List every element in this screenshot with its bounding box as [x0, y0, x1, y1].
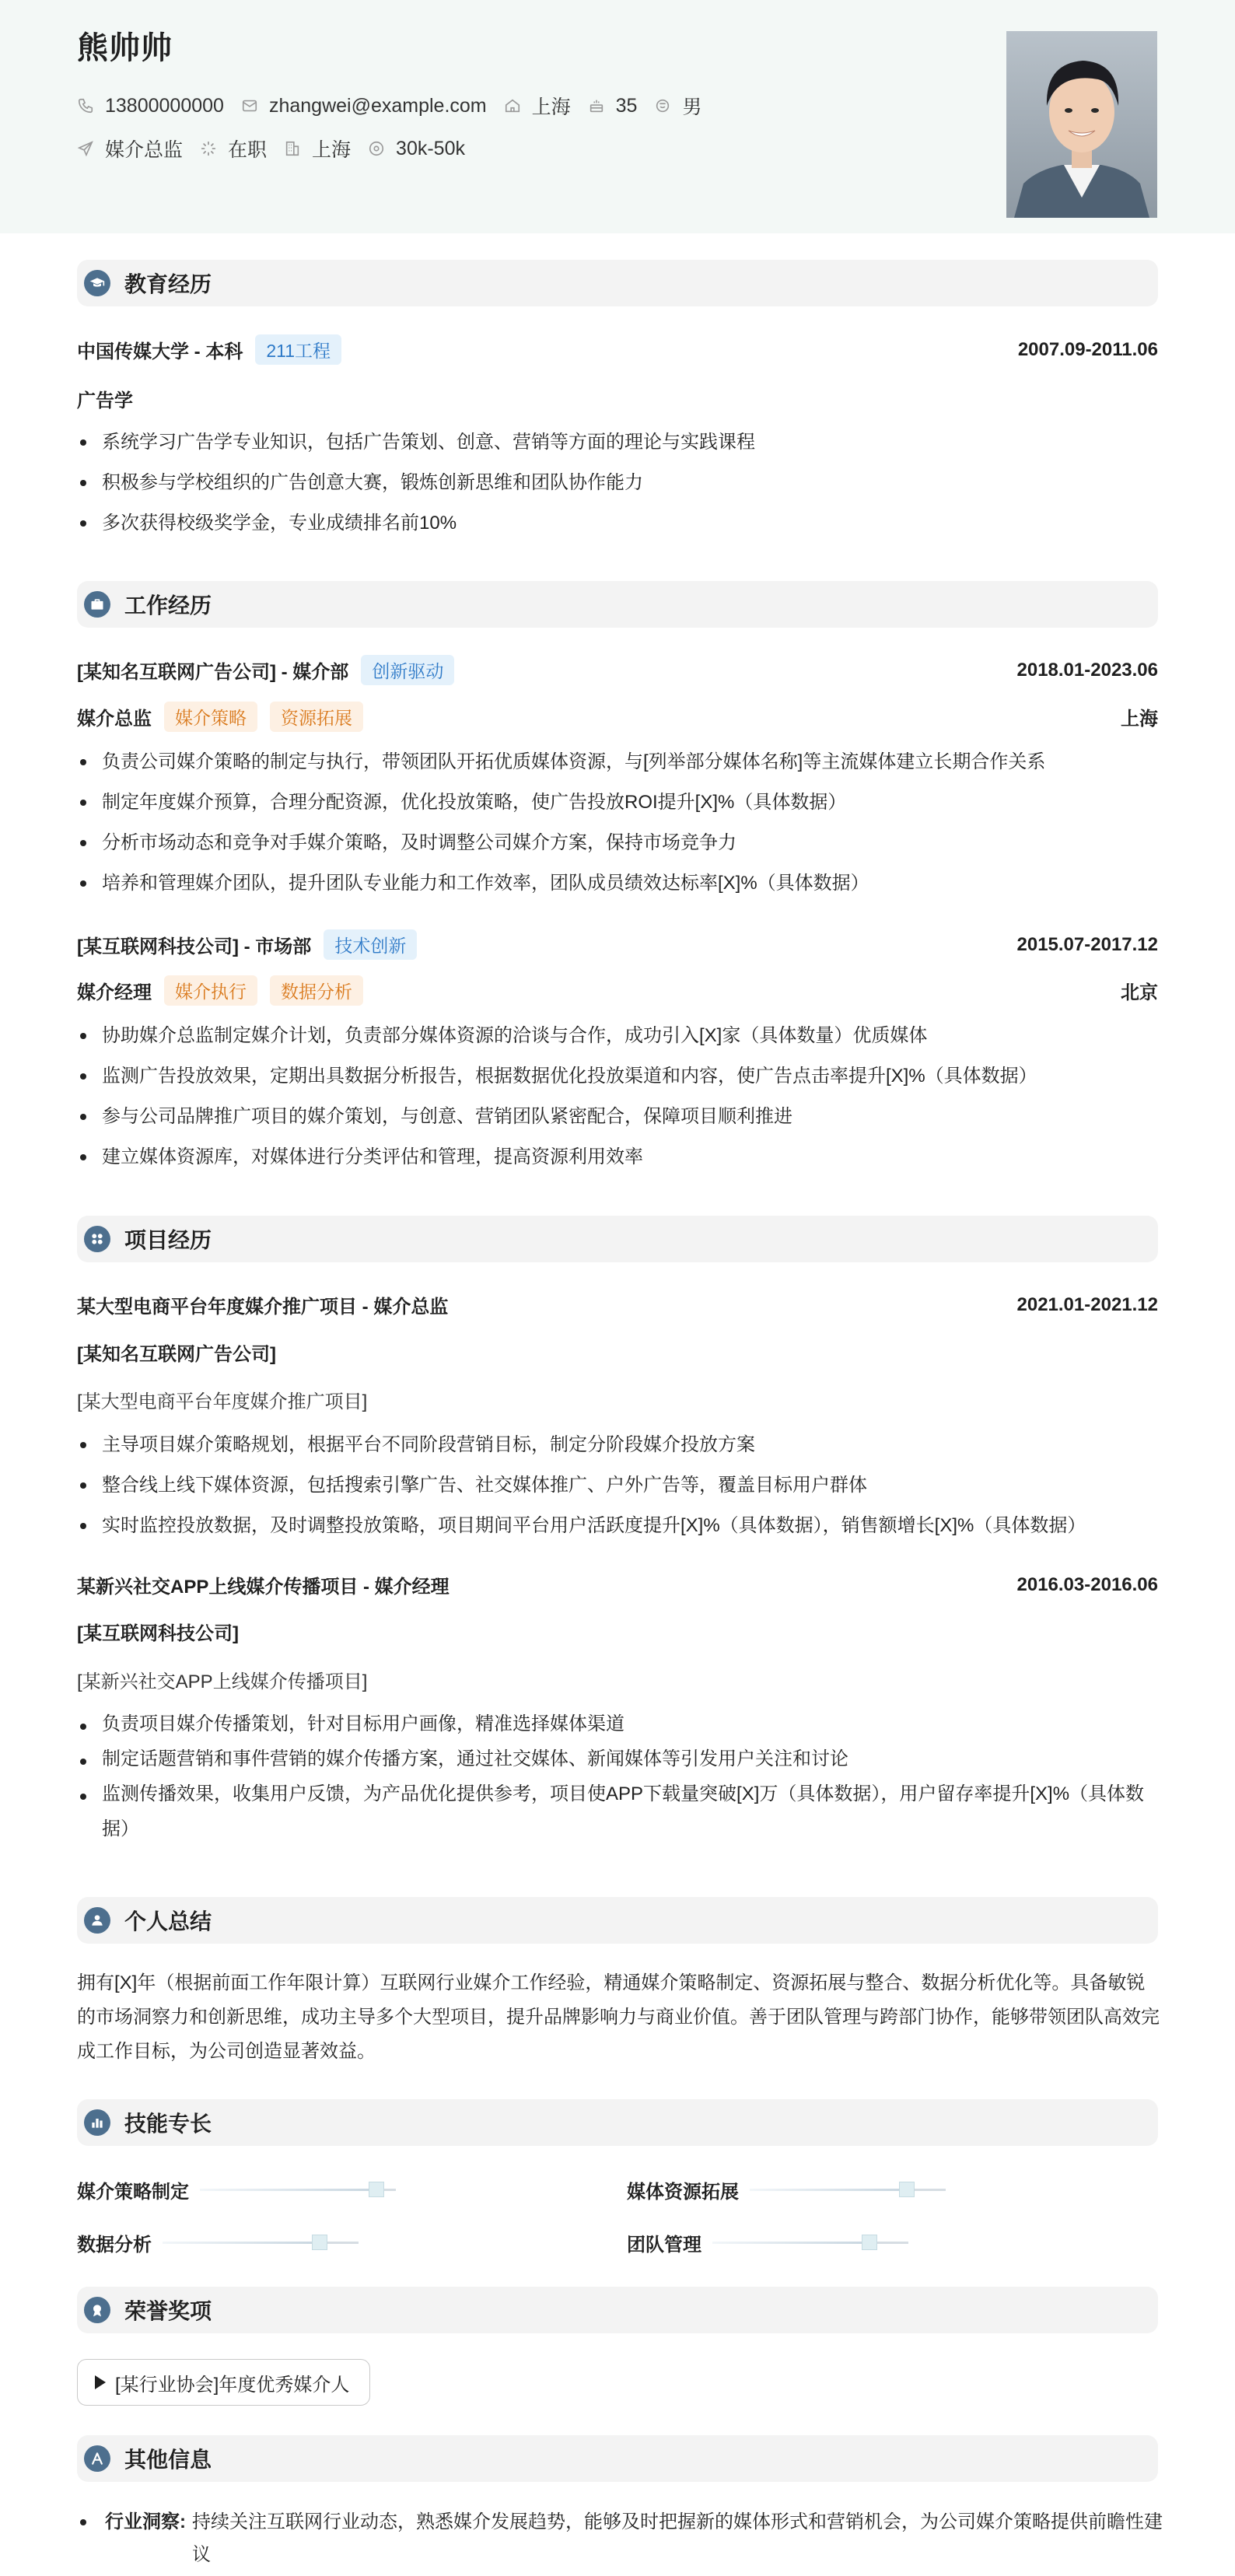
- contact-row: [77, 92, 719, 120]
- gender-icon: [654, 97, 671, 114]
- work-period: 2015.07-2017.12: [1016, 933, 1158, 955]
- work-city: 上海: [1121, 709, 1158, 730]
- company-name: [某知名互联网广告公司] - 媒介部: [77, 662, 349, 683]
- list-item: 参与公司品牌推广项目的媒介策划，与创意、营销团队紧密配合，保障项目顺利推进: [77, 1097, 1166, 1137]
- skill-name: 数据分析: [77, 2235, 152, 2256]
- company-tag: 技术创新: [324, 929, 417, 960]
- section-header-honors: [77, 2287, 1158, 2333]
- age-text: 35: [615, 94, 638, 117]
- role-title: 媒介总监: [77, 709, 152, 730]
- letter-a-icon: [84, 2445, 110, 2472]
- project-header: [77, 1291, 1158, 1318]
- project-header: [77, 1571, 1158, 1598]
- section-header-work: [77, 581, 1158, 628]
- profile-photo: [1006, 31, 1157, 218]
- section-header-other: [77, 2435, 1158, 2482]
- skill-item: [77, 2229, 359, 2256]
- major: 广告学: [77, 390, 133, 411]
- play-triangle-icon: [95, 2375, 106, 2389]
- skill-item: [627, 2229, 908, 2256]
- work-role-row: [77, 702, 1158, 732]
- list-item: 主导项目媒介策略规划，根据平台不同阶段营销目标，制定分阶段媒介投放方案: [77, 1425, 1166, 1465]
- work-bullets: [77, 1016, 1166, 1178]
- list-item: 制定年度媒介预算，合理分配资源，优化投放策略，使广告投放ROI提升[X]%（具体数据）: [77, 782, 1166, 823]
- location-info: [504, 92, 571, 120]
- project-period: 2016.03-2016.06: [1016, 1573, 1158, 1595]
- list-item: 系统学习广告学专业知识，包括广告策划、创意、营销等方面的理论与实践课程: [77, 422, 1166, 463]
- section-title: 个人总结: [124, 1909, 212, 1934]
- phone-text: 13800000000: [105, 94, 224, 117]
- send-icon: [77, 140, 94, 157]
- mail-icon: [241, 97, 258, 114]
- list-item: 分析市场动态和竞争对手媒介策略，及时调整公司媒介方案，保持市场竞争力: [77, 823, 1166, 863]
- skill-item: [77, 2176, 396, 2203]
- salary-text: 30k-50k: [396, 137, 465, 159]
- city-info: [284, 135, 351, 163]
- skill-name: 媒介策略制定: [77, 2182, 189, 2203]
- building-icon: [284, 140, 301, 157]
- project-period: 2021.01-2021.12: [1016, 1293, 1158, 1315]
- user-icon: [84, 1907, 110, 1934]
- section-header-projects: [77, 1216, 1158, 1262]
- school-name: 中国传媒大学 - 本科: [77, 341, 243, 362]
- work-header: [77, 655, 1158, 685]
- other-text: 持续关注互联网行业动态，熟悉媒介发展趋势，能够及时把握新的媒体形式和营销机会，为公司媒介策略提供前瞻性建议: [192, 2511, 1163, 2565]
- section-header-education: [77, 260, 1158, 306]
- work-city: 北京: [1121, 982, 1158, 1003]
- role-title: 媒介经理: [77, 982, 152, 1003]
- project-bullets: [77, 1425, 1166, 1546]
- education-bullets: [77, 422, 1166, 544]
- email-text: zhangwei@example.com: [268, 94, 487, 117]
- section-header-summary: [77, 1897, 1158, 1944]
- school-tag: 211工程: [255, 334, 341, 365]
- list-item: 负责公司媒介策略的制定与执行，带领团队开拓优质媒体资源，与[列举部分媒体名称]等主流媒体建立长期合作关系: [77, 742, 1166, 782]
- cake-icon: [588, 97, 605, 114]
- work-role-row: [77, 975, 1158, 1006]
- list-item: 监测传播效果，收集用户反馈，为产品优化提供参考，项目使APP下载量突破[X]万（具体数据），用户留存率提升[X]%（具体数据）: [77, 1776, 1166, 1846]
- grid-icon: [84, 1226, 110, 1252]
- project-company: [某知名互联网广告公司]: [77, 1344, 276, 1365]
- company-name: [某互联网科技公司] - 市场部: [77, 936, 312, 957]
- home-icon: [504, 97, 521, 114]
- project-company: [某互联网科技公司]: [77, 1623, 239, 1644]
- section-header-skills: [77, 2099, 1158, 2146]
- section-title: 项目经历: [124, 1228, 212, 1252]
- work-header: [77, 929, 1158, 960]
- role-tag: 媒介策略: [164, 702, 257, 732]
- summary-text: 拥有[X]年（根据前面工作年限计算）互联网行业媒介工作经验，精通媒介策略制定、资源拓展与整合、数据分析优化等。具备敏锐的市场洞察力和创新思维，成功主导多个大型项目，提升品牌影响力与商业价值。善于团队管理与跨部门协作，能够带领团队高效完成工作目标，为公司创造显著效益。: [77, 1972, 1160, 2062]
- list-item: 监测广告投放效果，定期出具数据分析报告，根据数据优化投放渠道和内容，使广告点击率提升[X]%（具体数据）: [77, 1056, 1166, 1097]
- education-period: 2007.09-2011.06: [1017, 338, 1158, 360]
- work-period: 2018.01-2023.06: [1016, 659, 1158, 681]
- list-item: 多次获得校级奖学金，专业成绩排名前10%: [77, 503, 1166, 544]
- role-tag: 资源拓展: [270, 702, 363, 732]
- work-bullets: [77, 742, 1166, 904]
- project-name: [某大型电商平台年度媒介推广项目]: [77, 1391, 368, 1412]
- role-tag: 数据分析: [270, 975, 363, 1006]
- award-text: [某行业协会]年度优秀媒介人: [115, 2374, 350, 2396]
- skill-bar: [163, 2242, 359, 2244]
- project-title: 某大型电商平台年度媒介推广项目 - 媒介总监: [77, 1297, 449, 1318]
- phone-info: [77, 95, 224, 117]
- email-info: [241, 95, 487, 117]
- section-title: 工作经历: [124, 593, 212, 618]
- city-text: 上海: [312, 139, 352, 161]
- skill-name: 媒体资源拓展: [627, 2182, 739, 2203]
- phone-icon: [77, 97, 94, 114]
- skill-name: 团队管理: [627, 2235, 701, 2256]
- project-bullets: [77, 1706, 1166, 1846]
- list-item: 培养和管理媒介团队，提升团队专业能力和工作效率，团队成员绩效达标率[X]%（具体数据）: [77, 863, 1166, 904]
- job-intent-row: [77, 135, 482, 163]
- skill-bar: [200, 2189, 396, 2191]
- other-label: 行业洞察:: [105, 2511, 186, 2532]
- other-info-item: [77, 2506, 1166, 2571]
- age-info: [588, 95, 638, 117]
- gender-text: 男: [682, 96, 702, 118]
- project-name: [某新兴社交APP上线媒介传播项目]: [77, 1671, 368, 1692]
- medal-icon: [84, 2297, 110, 2323]
- section-title: 教育经历: [124, 272, 212, 296]
- list-item: 积极参与学校组织的广告创意大赛，锻炼创新思维和团队协作能力: [77, 463, 1166, 503]
- education-header: [77, 334, 1158, 365]
- section-title: 荣誉奖项: [124, 2299, 212, 2323]
- status-text: 在职: [228, 139, 268, 161]
- project-title: 某新兴社交APP上线媒介传播项目 - 媒介经理: [77, 1577, 450, 1598]
- status-info: [200, 135, 267, 163]
- list-item: 实时监控投放数据，及时调整投放策略，项目期间平台用户活跃度提升[X]%（具体数据），销售额增长[X]%（具体数据）: [77, 1506, 1166, 1546]
- coin-icon: [368, 140, 385, 157]
- company-tag: 创新驱动: [361, 655, 454, 685]
- candidate-name: 熊帅帅: [77, 31, 173, 65]
- resume-header: [0, 0, 1235, 233]
- loading-icon: [200, 140, 217, 157]
- role-tag: 媒介执行: [164, 975, 257, 1006]
- gender-info: [654, 92, 701, 120]
- location-text: 上海: [531, 96, 571, 118]
- briefcase-icon: [84, 591, 110, 618]
- position-text: 媒介总监: [105, 139, 184, 161]
- list-item: 负责项目媒介传播策划，针对目标用户画像，精准选择媒体渠道: [77, 1706, 1166, 1741]
- award-item[interactable]: [77, 2359, 370, 2406]
- list-item: 制定话题营销和事件营销的媒介传播方案，通过社交媒体、新闻媒体等引发用户关注和讨论: [77, 1741, 1166, 1776]
- list-item: 协助媒介总监制定媒介计划，负责部分媒体资源的洽谈与合作，成功引入[X]家（具体数量）优质媒体: [77, 1016, 1166, 1056]
- skill-bar: [712, 2242, 908, 2244]
- position-info: [77, 135, 183, 163]
- list-item: 整合线上线下媒体资源，包括搜索引擎广告、社交媒体推广、户外广告等，覆盖目标用户群体: [77, 1465, 1166, 1506]
- salary-info: [368, 138, 465, 160]
- section-title: 技能专长: [124, 2112, 212, 2136]
- skill-bar: [750, 2189, 946, 2191]
- bar-chart-icon: [84, 2109, 110, 2136]
- section-title: 其他信息: [124, 2448, 212, 2472]
- skill-item: [627, 2176, 946, 2203]
- list-item: 建立媒体资源库，对媒体进行分类评估和管理，提高资源利用效率: [77, 1137, 1166, 1178]
- graduation-cap-icon: [84, 270, 110, 296]
